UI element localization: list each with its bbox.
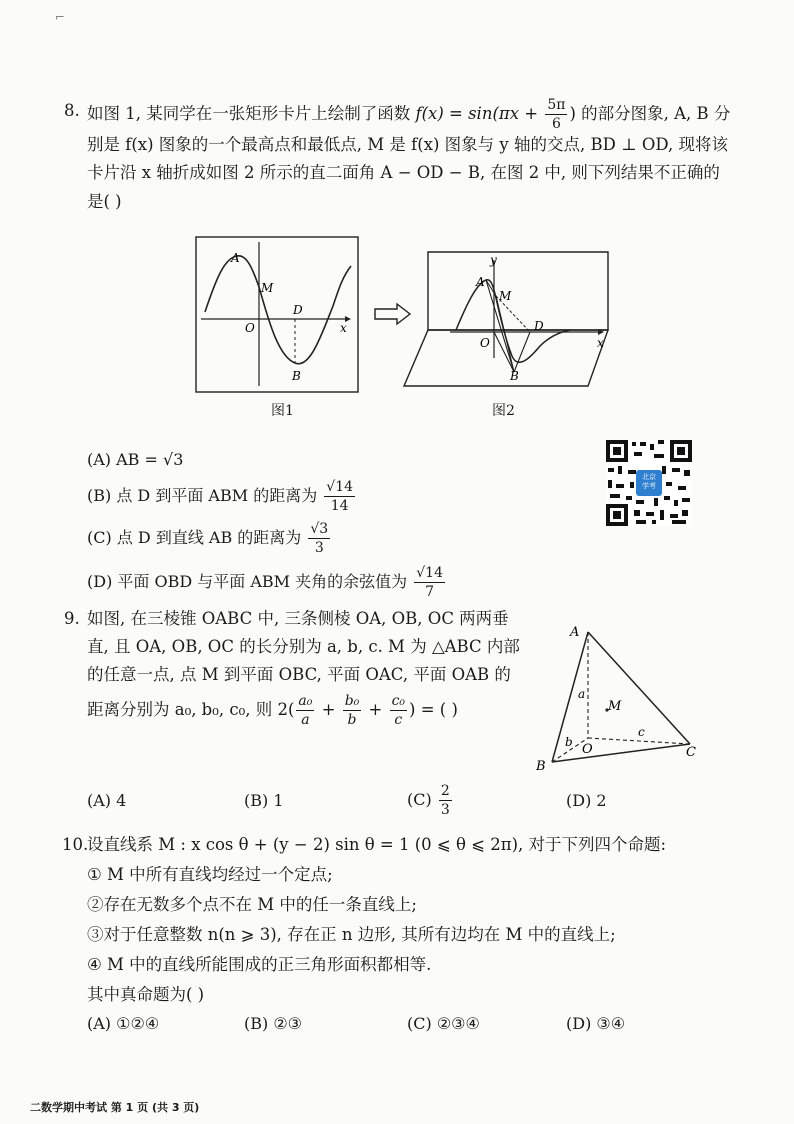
q8-option-D [87, 566, 447, 599]
fig2-label-A: A [476, 275, 485, 289]
fig1-label-x: x [340, 321, 347, 335]
q8-option-B-den: 14 [330, 498, 349, 514]
fig2-caption: 图2 [492, 403, 515, 419]
q8-frac-den: 6 [551, 116, 561, 132]
fig2-label-x: x [597, 336, 604, 350]
q9-label-b: b [565, 735, 573, 749]
q8-option-A-text: (A) AB = [87, 450, 164, 469]
page-footer: 二数学期中考试 第 1 页 (共 3 页) [30, 1101, 200, 1114]
q9-option-C-num: 2 [440, 783, 450, 799]
q8-frac-num: 5π [547, 97, 566, 113]
q8-option-B-num: √14 [326, 479, 354, 495]
q8-figure-1 [195, 236, 360, 394]
q9-label-C: C [686, 745, 696, 760]
q9-line-4: 距离分别为 a₀, b₀, c₀, 则 2( $\frac{\text{a₀}}{a}$ + $\frac{\text{b₀}}{b}$ + $\frac{\text{c₀}}{c}$ ) = ( ) [87, 693, 458, 728]
q9-label-c: c [638, 725, 645, 739]
q8-number: 8. [64, 101, 80, 120]
q8-option-C [87, 522, 332, 555]
fig1-label-B: B [292, 369, 301, 383]
fig2-label-D: D [534, 319, 544, 333]
fig2-label-O: O [480, 336, 490, 350]
q9-number: 9. [64, 609, 80, 628]
q8-option-D-num: √14 [416, 565, 443, 581]
corner-mark: ⌐ [55, 10, 66, 24]
q10-proposition-1: ① M 中所有直线均经过一个定点; [87, 865, 333, 884]
q10-option-B: (B) ②③ [244, 1014, 303, 1033]
q8-line1-post: ) 的部分图象, A, B 分 [569, 104, 731, 123]
q9-line4-post: ) = ( ) [409, 700, 458, 719]
q8-phase-fraction [545, 98, 567, 131]
q8-option-A-value: √3 [163, 450, 184, 469]
q9-frac2-den: b [347, 712, 357, 728]
q10-option-A: (A) ①②④ [87, 1014, 160, 1033]
q8-option-C-num: √3 [310, 521, 329, 537]
q9-label-B: B [536, 759, 546, 774]
q9-tetrahedron-figure [532, 622, 707, 774]
q9-frac2-num: b₀ [344, 693, 360, 709]
q8-line-2: 别是 f(x) 图象的一个最高点和最低点, M 是 f(x) 图象与 y 轴的交点, BD ⊥ OD, 现将该 [87, 135, 729, 154]
q9-line-1: 如图, 在三棱锥 OABC 中, 三条侧棱 OA, OB, OC 两两垂 [87, 609, 509, 628]
q10-proposition-3: ③对于任意整数 n(n ⩾ 3), 存在正 n 边形, 其所有边均在 M 中的直线上; [87, 925, 616, 944]
qr-badge-text: 北京 学考 [642, 473, 656, 490]
q8-option-B-text: (B) 点 D 到平面 ABM 的距离为 [87, 486, 323, 505]
fig2-label-B: B [510, 369, 519, 383]
q9-label-O: O [582, 742, 593, 757]
fig1-label-O: O [245, 321, 255, 335]
q9-line4-text: 距离分别为 a₀, b₀, c₀, 则 2( [87, 700, 295, 719]
q9-label-a: a [578, 687, 586, 701]
q8-function: f(x) = sin(πx + [415, 104, 544, 123]
q10-proposition-2: ②存在无数多个点不在 M 中的任一条直线上; [87, 895, 417, 914]
q8-line-1 [87, 98, 730, 131]
fig2-label-M: M [499, 289, 512, 303]
q9-option-C [407, 784, 454, 817]
q10-proposition-4: ④ M 中的直线所能围成的正三角形面积都相等. [87, 955, 432, 974]
fig1-caption: 图1 [271, 403, 294, 419]
q9-line-2: 直, 且 OA, OB, OC 的长分别为 a, b, c. M 为 △ABC 内部 [87, 637, 520, 656]
q9-option-D: (D) 2 [566, 791, 607, 810]
q10-option-D: (D) ③④ [566, 1014, 626, 1033]
q10-ask: 其中真命题为( ) [87, 985, 205, 1004]
q9-frac3-den: c [394, 712, 403, 728]
fig1-label-A: A [231, 251, 240, 265]
q8-line-3: 卡片沿 x 轴折成如图 2 所示的直二面角 A − OD − B, 在图 2 中, 则下列结果不正确的 [87, 163, 720, 182]
q8-option-C-den: 3 [314, 540, 324, 556]
q9-label-A: A [570, 625, 580, 640]
q9-line-3: 的任意一点, 点 M 到平面 OBC, 平面 OAC, 平面 OAB 的 [87, 665, 511, 684]
q9-option-A: (A) 4 [87, 791, 127, 810]
q10-line-1: 设直线系 M : x cos θ + (y − 2) sin θ = 1 (0 ⩽ θ ⩽ 2π), 对于下列四个命题: [87, 835, 667, 854]
q9-option-C-text: (C) [407, 790, 437, 809]
q9-option-C-den: 3 [440, 802, 450, 818]
q8-figure-2 [400, 246, 615, 391]
q10-number: 10. [62, 835, 89, 854]
q8-line1-text: 如图 1, 某同学在一张矩形卡片上绘制了函数 [87, 104, 416, 123]
q8-option-D-den: 7 [425, 584, 435, 600]
q9-frac3-num: c₀ [391, 693, 406, 709]
fig2-label-y: y [490, 253, 497, 267]
q9-option-B: (B) 1 [244, 791, 284, 810]
q8-option-B [87, 480, 357, 513]
q8-option-A [87, 448, 183, 472]
fig1-label-D: D [293, 303, 303, 317]
q8-option-D-text: (D) 平面 OBD 与平面 ABM 夹角的余弦值为 [87, 572, 413, 591]
q10-option-C: (C) ②③④ [407, 1014, 480, 1033]
fig1-label-M: M [261, 281, 274, 295]
q8-option-C-text: (C) 点 D 到直线 AB 的距离为 [87, 528, 307, 547]
q9-frac1-num: a₀ [298, 693, 313, 709]
q9-label-M: M [608, 699, 622, 714]
q8-line-4: 是( ) [87, 192, 122, 211]
q9-frac1-den: a [301, 712, 310, 728]
